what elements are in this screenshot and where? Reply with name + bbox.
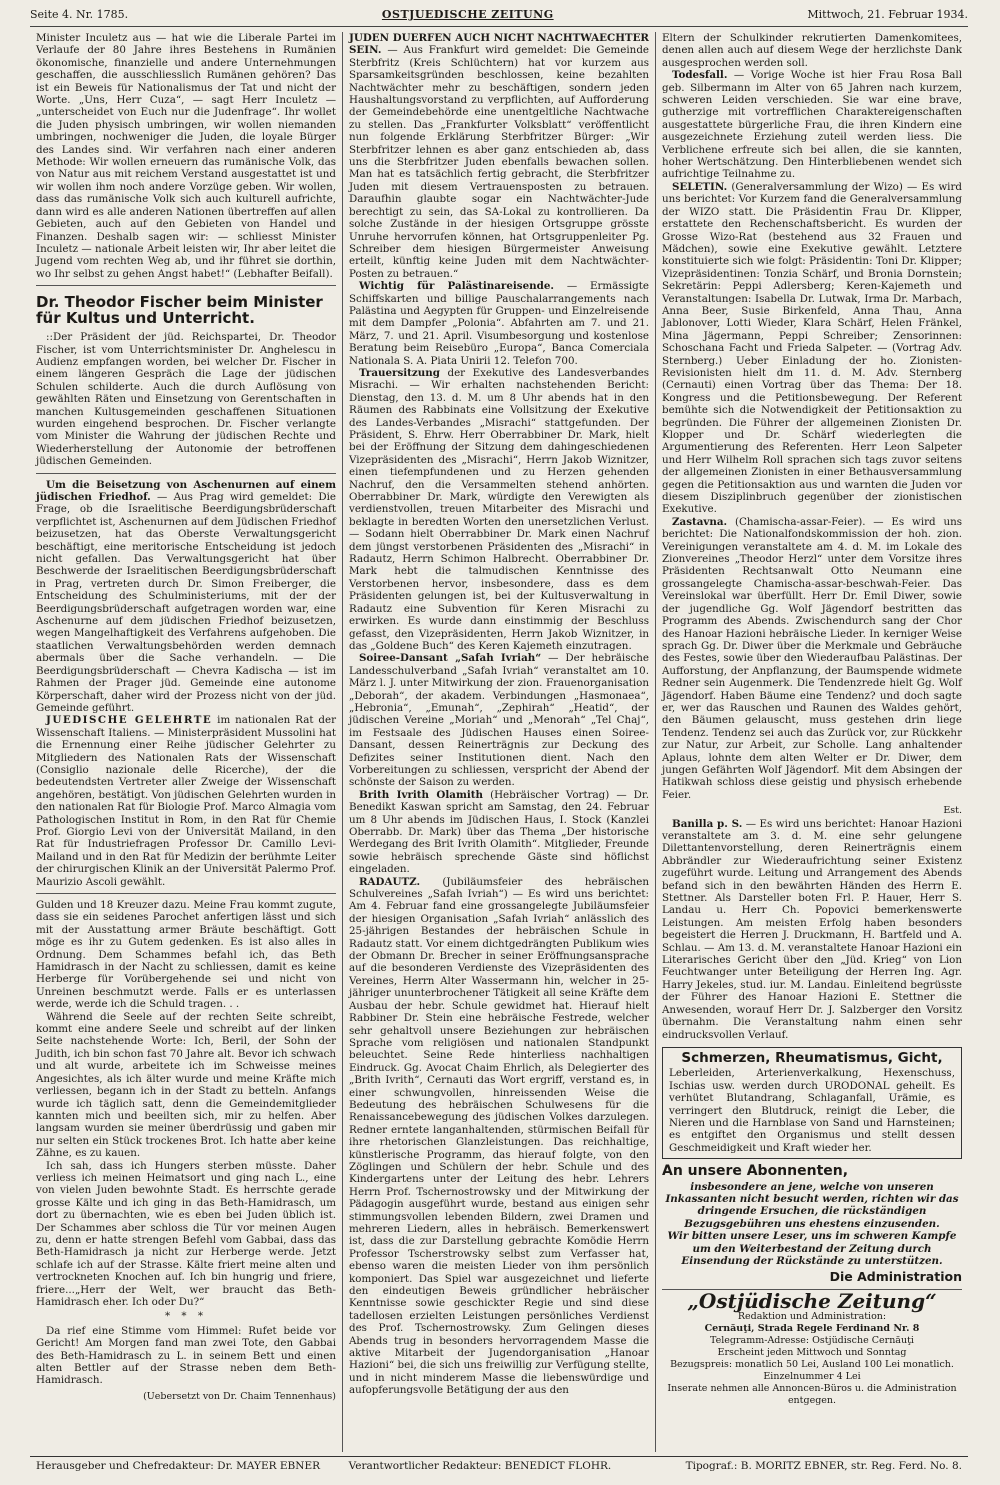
column-1 [30,32,342,1452]
article-nachtwaechter-text: — Aus Frankfurt wird gemeldet: Die Gemeinde Sterbfritz (Kreis Schlüchtern) hat vor kurzem aus Sparsamkeitsgründen beschlossen, keine bezahlten Nachtwächter mehr zu beschäftigen, sondern jeden Haushaltungsvorstand zu verpflichten, auf Aufforderung der Gemeindebehörde eine unentgeltliche Nachtwache zu stellen. Das „Frankfurter Volksblatt“ veröffentlicht nun folgende Erklärung Sterbfritzer Bürger: „Wir Sterbfritzer lehnen es aber ganz entschieden ab, dass uns die Sterbfritzer Juden ebenfalls bewachen sollen. Man hat es tatsächlich fertig gebracht, die Sterbfritzer Juden mit diesem Vertrauensposten zu betrauen. Daraufhin glaubte sogar ein Nachtwächter-Jude berechtigt zu sein, das SA-Lokal zu kontrollieren. Da solche Zustände in der hiesigen Ortsgruppe grösste Unruhe hervorrufen können, hat Ortsgruppenleiter Pg. Schreiber dem hiesigen Bürgermeister Anweisung erteilt, künftig keine Juden mit dem Nachtwächter-Posten zu betrauen.“ [349,44,650,280]
headline-todesfall: Todesfall. [672,69,728,82]
headline-zastavna: Zastavna. [672,515,728,528]
imprint-paper-title: „Ostjüdische Zeitung“ [687,1288,937,1313]
footer-printer: Tipograf.: B. MORITZ EBNER, str. Reg. Ferd. No. 8. [685,1460,963,1472]
article-banilla-text: — Es wird uns berichtet: Hanoar Hazioni veranstaltete am 3. d. M. eine sehr gelungene Dilettantenvorstellung, deren Reinerträgnis einem Abbrändler zur Wiederaufrichtung seiner Existenz zugeführt wurde. Leitung und Arrangement des Abends befand sich in den bewährten Händen des Herrn E. Stettner. Als Darsteller boten Frl. P. Hauer, Herr S. Landau u. Herr Ch. Popovici bemerkenswerte Leistungen. Am meisten Erfolg haben besonders begeistert die Herren J. Druckmann, H. Bartfeld und A. Schlau. — Am 13. d. M. veranstaltete Hanoar Hazioni ein Literarisches Gericht über den „Jüd. Krieg“ von Lion Feuchtwanger unter Beteiligung der Herren Ing. Agr. Harry Jekeles, stud. iur. M. Landau. Einleitend begrüsste der Führer des Hanoar Hazioni E. Stettner die Anwesenden, worauf Herr Dr. J. Salzberger den Vorsitz übernahm. Die Veranstaltung nahm einen sehr eindrucksvollen Verlauf. [662,817,962,1041]
translator-credit: (Uebersetzt von Dr. Chaim Tennenhaus) [143,1390,336,1402]
headline-seletin: SELETIN. [672,180,728,193]
article-fischer-text: ::Der Präsident der jüd. Reichspartei, Dr. Theodor Fischer, ist vom Unterrichtsminister Dr. Anghelescu in Audienz empfangen worden, bei welcher Dr. Fischer in einem längeren Gespräch die Lage der jüdischen Schulen schilderte. Auch die durch Auflösung von gewählten Räten und Einsetzung von Gerentschaften in manchen Kultusgemeinden geschaffenen Situationen wurden eingehend besprochen. Dr. Fischer verlangte vom Minister die Wahrung der jüdischen Rechte und Wiederherstellung der Autonomie der betroffenen jüdischen Gemeinden. [36,331,336,468]
article-aschenurnen-text: — Aus Prag wird gemeldet: Die Frage, ob die Israelitische Beerdigungsbrüderschaft verpflichtet ist, Aschenurnen auf dem Jüdischen Friedhof beizusetzen, hat das Oberste Verwaltungsgericht beschäftigt, eine meritorische Entscheidung ist jedoch nicht gefallen. Das Verwaltungsgericht hat über Beschwerde der Israelitischen Beerdigungsbrüderschaft in Prag, vertreten durch Dr. Simon Freiberger, die Entscheidung des Schulministeriums, mit der der Beerdigungsbrüderschaft aufgetragen worden war, eine Aschenurne auf dem jüdischen Friedhof beizusetzen, wegen Mangelhaftigkeit des Verfahrens aufgehoben. Die staatlichen Verwaltungsbehörden werden demnach abermals über die Sache verhandeln. — Die Beerdigungsbrüderschaft — Chevra Kadischa — ist im Rahmen der Prager jüd. Gemeinde eine autonome Körperschaft, daher wird der Prozess nicht von der jüd. Gemeinde geführt. [36,491,336,714]
article-zastavna-text: (Chamischa-assar-Feier). — Es wird uns berichtet: Die Nationalfondskommission der hoh. zion. Vereinigungen veranstaltete am 4. d. M. im Lokale des Zionvereines „Theodor Herzl“ unter dem Vorsitze ihres Präsidenten Rechtsanwalt Otto Neumann eine grossangelegte Chamischa-assar-beschwah-Feier. Das Vereinslokal war überfüllt. Herr Dr. Emil Diwer, sowie der jugendliche Gg. Wolf Jägendorf bestritten das Programm des Abends. Zwischendurch sang der Chor des Hanoar Hazioni hebräische Lieder. In kerniger Weise sprach Gg. Dr. Diwer über die Merkmale und Gebräuche des Festes, sowie über den Wiederaufbau Palästinas. Der Aufforstung, der Anpflanzung, der Baumspende widmete Redner sein Augenmerk. Die Tendenzrede hielt Gg. Wolf Jägendorf. Haben Bäume eine Tendenz? und doch sagte er, wer das Rauschen und Raunen des Waldes gehört, den Bäumen gelauscht, muss gestehen drin liege Tendenz. Tendenz sei auch das Zurück vor, zur Rückkehr zur Natur, zur Arbeit, zur Scholle. Lang anhaltender Aplaus, lohnte dem alten Welter er Dr. Diwer, dem jungen Gefährten Wolf Jägendorf. Mit dem Absingen der Hatikwah schloss diese geistig und physisch erhebende Feier. [662,515,962,801]
columns [30,32,968,1452]
headline-brith: Brith Ivrith Olamith [359,788,483,801]
imprint-telegram: Telegramm-Adresse: Ostjüdische Cernăuţi [710,1335,914,1347]
urodonal-advertisement [662,1047,962,1159]
story-text-4: Da rief eine Stimme vom Himmel: Rufet beide vor Gericht! Am Morgen fand man zwei Tote, den Gabbai des Beth-Hamidrasch zu L. in seinem Bett und einen alten Bettler auf der Strasse neben dem Beth-Hamidrasch. [36,1324,336,1387]
imprint-address: Cernăuţi, Strada Regele Ferdinand Nr. 8 [704,1323,920,1335]
headline-banilla: Banilla p. S. [672,817,743,830]
paper-name: OSTJUEDISCHE ZEITUNG [381,8,554,21]
imprint-box [662,1288,962,1407]
headline-trauersitzung: Trauersitzung [359,366,440,379]
headline-radautz: RADAUTZ. [359,875,421,888]
ad-body: Leberleiden, Arterienverkalkung, Hexenschuss, Ischias usw. werden durch URODONAL geheilt. Es verhütet Blutandrang, Schlaganfall, Urämie, es verringert den Blutdruck, reinigt die Leber, die Nieren und die Harnblase von Sand und Harnsteinen; es entgiftet den Organismus und stellt dessen Geschmeidigkeit und Kraft wieder her. [669,1067,955,1154]
article-inculetz-text: Minister Inculetz aus — hat wie die Liberale Partei im Verlaufe der 80 Jahre ihres Bestehens in Rumänien ökonomische, finanzielle und andere Unternehmungen geschaffen, die ausschliesslich Rumänen gehören? Das ist ein Beweis für Nationalismus der Tat und nicht der Worte. „Uns, Herr Cuza“, — sagt Herr Inculetz — „unterscheidet von Euch nur die Judenfrage“. Ihr wollet die Juden physisch umbringen, wir wollen niemanden umbringen, nochweniger die Juden, die loyale Bürger des Landes sind. Wir verfahren nach einer anderen Methode: Wir wollen erneuern das rumänische Volk, das von Natur aus mit reichem Verstand ausgestattet ist und wir wollen ihm noch andere Vorzüge geben. Wir wollen, dass das rumänische Volk sich auch kulturell aufrichte, dann wird es alle anderen Nationen übertreffen auf allen Gebieten, auch auf den Gebieten von Handel und Finanzen. Deshalb sagen wir: — schliesst Minister Inculetz — nationale Arbeit leisten wir, Ihr aber leitet die Jugend vom rechten Weg ab, und ihr führet sie dorthin, wo Ihr selbst zu gehen Angst habet!“ (Lebhafter Beifall). [36,32,336,280]
page-number: Seite 4. Nr. 1785. [30,8,129,21]
column-2 [342,32,655,1452]
headline-palaestina: Wichtig für Palästinareisende. [359,280,554,293]
column-3 [655,32,968,1452]
article-trauersitzung-text: der Exekutive des Landesverbandes Misrachi. — Wir erhalten nachstehenden Bericht: Dienstag, den 13. d. M. um 8 Uhr abends hat in den Räumen des Rabbinats eine Vollsitzung der Exekutive des Landes-Verbandes „Misrachi“ stattgefunden. Der Präsident, S. Ehrw. Herr Oberrabbiner Dr. Mark, hielt bei der Eröffnung der Sitzung dem dahingeschiedenen Vizepräsidenten des „Misrachi“, Herrn Jakob Wiznitzer, einen tiefempfundenen und zu Herzen gehenden Nachruf, den die Versammelten stehend anhörten. Oberrabbiner Dr. Mark, würdigte den Verewigten als verdienstvollen, treuen Mitarbeiter des Misrachi und beklagte in beredten Worten den unersetzlichen Verlust. — Sodann hielt Oberrabbiner Dr. Mark einen Nachruf dem jüngst verstorbenen Präsidenten des „Misrachi“ in Radautz, Herrn Schimon Halbrecht. Oberrabbiner Dr. Mark hebt die talmudischen Kenntnisse des Verstorbenen hervor, insbesondere, dass es dem Präsidenten gelungen ist, bei der Kultusverwaltung in Radautz eine Subvention für Keren Misrachi zu erwirken. Es wurde dann einstimmig der Beschluss gefasst, den Vizepräsidenten, Herrn Jakob Wiznitzer, in das „Goldene Buch“ des Keren Kajemeth einzutragen. [349,366,649,652]
article-todesfall-text: — Vorige Woche ist hier Frau Rosa Ball geb. Silbermann im Alter von 65 Jahren nach kurzem, schweren Leiden verschieden. Sie war eine brave, gutherzige mit vortrefflichen Charaktereigenschaften ausgestattete bürgerliche Frau, die ihren Kindern eine ausgezeichnete Erziehung zuteil werden liess. Die Verblichene erfreute sich bei allen, die sie kannten, hoher Wertschätzung. Den Hinterbliebenen wendet sich aufrichtige Teilnahme zu. [662,69,962,181]
imprint-schedule: Erscheint jeden Mittwoch und Sonntag [717,1347,907,1359]
imprint-ads: Inserate nehmen alle Annoncen-Büros u. die Administration entgegen. [667,1383,957,1407]
notice-signature: Die Administration [829,1269,962,1285]
article-palaestina-text: — Ermässigte Schiffskarten und billige Pauschalarrangements nach Palästina und Aegypten für Gruppen- und Einzelreisende mit dem Dampfer „Polonia“. Abfahrten am 7. und 21. März, 7. und 21. April. Visumbesorgung und kostenlose Beratung beim Reisebüro „Europa“, Banca Comerciala Nationala S. A. Piata Unirii 12. Telefon 700. [349,280,649,367]
story-text-1: Gulden und 18 Kreuzer dazu. Meine Frau kommt zugute, dass sie ein seidenes Parochet anfertigen lässt und sich mit der Ausstattung armer Bräute beschäftigt. Gott möge es ihr zu Gutem gedenken. Es ist also alles in Ordnung. Dem Schammes befahl ich, das Beth Hamidrasch in der Nacht zu schliessen, damit es keine Herberge für Vorübergehende sei und nicht von Unreinen beschmutzt werde. Falls er es unterlassen werde, werde ich die Schuld tragen. . . [36,899,336,1011]
divider [36,473,336,474]
headline-aschenurnen: Um die Beisetzung von Aschenurnen auf einem jüdischen Friedhof. [36,478,336,503]
article-gelehrte-text: im nationalen Rat der Wissenschaft Italiens. — Ministerpräsident Mussolini hat die Ernennung einer Reihe jüdischer Gelehrter zu Mitgliedern des Nationalen Rats der Wissenschaft (Consiglio nazionale delle Ricerche), der die bedeutendsten Vertreter aller Zweige der Wissenschaft angehören, bestätigt. Von jüdischen Gelehrten wurden in den nationalen Rat für Biologie Prof. Marco Almagia vom Pathologischen Institut in Rom, in den Rat für Chemie Prof. Giorgio Levi von der Universität Mailand, in den Rat für Industriefragen Professor Dr. Camillo Levi-Mailand und in den Rat für Medizin der berühmte Leiter der chirurgischen Klinik an der Universität Palermo Prof. Maurizio Ascoli gewählt. [36,714,336,888]
article-brith-text: (Hebräischer Vortrag) — Dr. Benedikt Kaswan spricht am Samstag, den 24. Februar um 8 Uhr abends im Jüdischen Haus, I. Stock (Kanzlei Oberrabb. Dr. Mark) über das Thema „Der historische Werdegang des Brit Ivrith Olamith“. Mitglieder, Freunde sowie hebräisch sprechende Gäste sind höflichst eingeladen. [349,788,649,876]
article-seletin-text: (Generalversammlung der Wizo) — Es wird uns berichtet: Vor Kurzem fand die Generalversammlung der WIZO statt. Die Präsidentin Frau Dr. Klipper, erstattete den Rechenschaftsbericht. Es wurden der Grosse Wizo-Rat (bestehend aus 32 Frauen und Mädchen), sowie eine Exekutive gewählt. Letztere konstituierte sich wie folgt: Präsidentin: Toni Dr. Klipper; Vizepräsidentinen: Tonzia Schärf, und Bronia Dornstein; Sekretärin: Peppi Adlersberg; Keren-Kajemeth und Veranstaltungen: Isabella Dr. Lutwak, Irma Dr. Marbach, Anna Beer, Susie Birkenfeld, Anna Thau, Anna Jablonover, Lotti Wieder, Klara Schärf, Helen Fränkel, Mina Jägermann, Peppi Schreiber; Zensorinnen: Schoschana Facht und Frieda Salpeter. — (Vortrag Adv. Sternberg.) Ueber Einladung der ho. Zionisten-Revisionisten hielt dm 11. d. M. Adv. Sternberg (Cernauti) einen Vortrag über das Thema: Der 18. Kongress und die Petitionsbewegung. Der Referent bemühte sich die Notwendigkeit der Petitionsaktion zu begründen. Die Führer der allgemeinen Zionisten Dr. Klopper und Dr. Schärf wiederlegten die Argumentierung des Referenten. Herr Leon Salpeter und Herr Wilhelm Roll sprachen sich tags zuvor seitens der allgemeinen Zionisten in einer Bethausversammlung gegen die Petitionsaktion aus und warnten die Juden vor diesem Disziplinbruch gegenüber der zionistischen Exekutive. [662,180,962,516]
subscriber-notice [662,1165,962,1284]
story-text-3: Ich sah, dass ich Hungers sterben müsste. Daher verliess ich meinen Heimatsort und ging nach L., eine von vielen Juden bewohnte Stadt. Es herrschte gerade grosse Kälte und ich ging in das Beth-Hamidrasch, um dort zu übernachten, wie es eben bei Juden üblich ist. Der Schammes aber schloss die Tür vor meinen Augen zu, denn er hatte strengen Befehl vom Gabbai, dass das Beth-Hamidrasch ja nicht zur Herberge werde. Jetzt schlafe ich auf der Strasse. Kälte friert meine alten und vertrockneten Knochen auf. Ich bin hungrig und friere, friere...„Herr der Welt, wer braucht das Beth-Hamidrasch eher. Ich oder Du?“ [36,1159,336,1308]
imprint-line: Redaktion und Administration: [737,1311,887,1323]
divider [36,285,336,286]
section-stars: * * * [165,1310,207,1323]
headline-soiree: Soiree-Dansant „Safah Ivriah“ [359,652,542,665]
masthead [30,8,968,27]
notice-title: An unsere Abonnenten, [662,1163,849,1180]
issue-date: Mittwoch, 21. Februar 1934. [807,8,968,21]
notice-body-2: Wir bitten unsere Leser, uns im schweren Kampfe um den Weiterbestand der Zeitung durch Einsendung der Rückstände zu unterstützen. [667,1230,957,1267]
story-text-2: Während die Seele auf der rechten Seite schreibt, kommt eine andere Seele und schreibt auf der linken Seite nachstehende Worte: Ich, Beril, der Sohn der Judith, ich bin schon fast 70 Jahre alt. Bevor ich schwach und alt wurde, arbeitete ich im Schweisse meines Angesichtes, als ich älter wurde und meine Kräfte mich verliessen, begann ich in der Stadt zu betteln. Anfangs wurde ich täglich satt, denn die Gemeindemitglieder kannten mich und beeilten sich, mir zu helfen. Aber langsam wurden sie meiner überdrüssig und gaben mir nur selten ein Stück trockenes Brot. Ich hatte aber keine Zähne, es zu kauen. [36,1010,336,1160]
notice-body-1: insbesondere an jene, welche von unseren Inkassanten nicht besucht werden, richten wir das dringende Ersuchen, die rückständigen Bezugsgebühren uns ehestens einzusenden. [665,1180,959,1230]
page-footer [30,1456,968,1472]
article-radautz-continued: Eltern der Schulkinder rekrutierten Damenkomitees, denen allen auch auf diesem Wege der herzlichste Dank ausgesprochen werden soll. [662,32,962,69]
footer-publisher: Herausgeber und Chefredakteur: Dr. MAYER EBNER [36,1460,321,1472]
ad-title: Schmerzen, Rheumatismus, Gicht, [681,1049,943,1066]
headline-gelehrte: JUEDISCHE GELEHRTE [46,714,213,727]
imprint-price: Bezugspreis: monatlich 50 Lei, Ausland 100 Lei monatlich. Einzelnummer 4 Lei [670,1359,954,1383]
footer-editor: Verantwortlicher Redakteur: BENEDICT FLOHR. [348,1460,612,1472]
headline-fischer: Dr. Theodor Fischer beim Minister für Kultus und Unterricht. [36,293,323,328]
divider [36,893,336,894]
author-signature: Est. [943,805,962,817]
article-soiree-text: — Der hebräische Landesschulverband „Safah Ivriah“ veranstaltet am 10. März l. J. unter Mitwirkung der zion. Frauenorganisation „Deborah“, der akadem. Verbindungen „Hasmonaea“, „Hebronia“, „Emunah“, „Zephirah“ „Heatid“, der jüdischen Vereine „Moriah“ und „Menorah“ „Tel Chaj“, im Festsaale des Jüdischen Hauses einen Soiree-Dansant, dessen Reinerträgnis zur Deckung des Defizites seiner Institutionen dient. Nach den Vorbereitungen zu schliessen, verspricht der Abend der schönste der Saison zu werden. [349,652,650,789]
article-radautz-text: (Jubiläumsfeier des hebräischen Schulvereines „Safah Ivriah“) — Es wird uns berichtet: Am 4. Februar fand eine grossangelegte Jubiläumsfeier der hiesigen Organisation „Safah Ivriah“ anlässlich des 25-jährigen Bestandes der hebräischen Schule in Radautz statt. Vor einem dichtgedrängten Publikum wies der Obmann Dr. Brecher in seiner Eröffnungsansprache auf die besonderen Verdienste des Vizepräsidenten des Vereines, Herrn Alter Wassermann hin, welcher in 25-jähriger ununterbrochener Tätigkeit all seine Kräfte dem Ausbau der hebr. Schule gewidmet hat. Hierauf hielt Rabbiner Dr. Stein eine hebräische Festrede, welcher sehr gehaltvoll unsere Beziehungen zur hebräischen Sprache vom religiösen und nationalen Standpunkt beleuchtet. Seine Rede hinterliess nachhaltigen Eindruck. Gg. Avocat Chaim Ehrlich, als Delegierter des „Brith Ivrith“, Cernauti das Wort ergriff, verstand es, in einer schwungvollen, hinreissenden Weise die Bedeutung des hebräischen Schulwesens für die Renaissancebewegung des jüdischen Volkes darzulegen. Redner erntete langanhaltenden, stürmischen Beifall für ihre rhetorischen Glanzleistungen. Das reichhaltige, künstlerische Programm, das hierauf folgte, von den Zöglingen und Schülern der hebr. Schule und des Kindergartens unter der Leitung des hebr. Lehrers Herrn Prof. Tschernostrowsky und der Mitwirkung der Pädagogin ausgeführt wurde, bestand aus einigen sehr stimmungsvollen lebenden Bildern, zwei Dramen und mehreren Liedern, alles in hebräisch. Bemerkenswert ist, dass die zur Darstellung gebrachte Komödie Herrn Professor Tscherstrowsky selbst zum Verfasser hat, ebenso waren die meisten Lieder von ihm persönlich komponiert. Das Spiel war ausgezeichnet und lieferte den eindeutigen Beweis gründlicher hebräischer Kenntnisse sowie geschickter Regie und sind diese tadellosen erzielten Leistungen persönliches Verdienst des Prof. Tschernostrowsky. Zum Gelingen dieses Abends trug in besonders hervorragendem Masse die aktive Mitarbeit der Jugendorganisation „Hanoar Hazioni“ bei, die sich uns freiwillig zur Verfügung stellte, und in nicht minderem Masse die liebenswürdige und aufopferungsvolle Betätigung der aus den [349,875,649,1397]
headline-nachtwaechter: JUDEN DUERFEN AUCH NICHT NACHTWAECHTER SEIN. [349,32,649,57]
